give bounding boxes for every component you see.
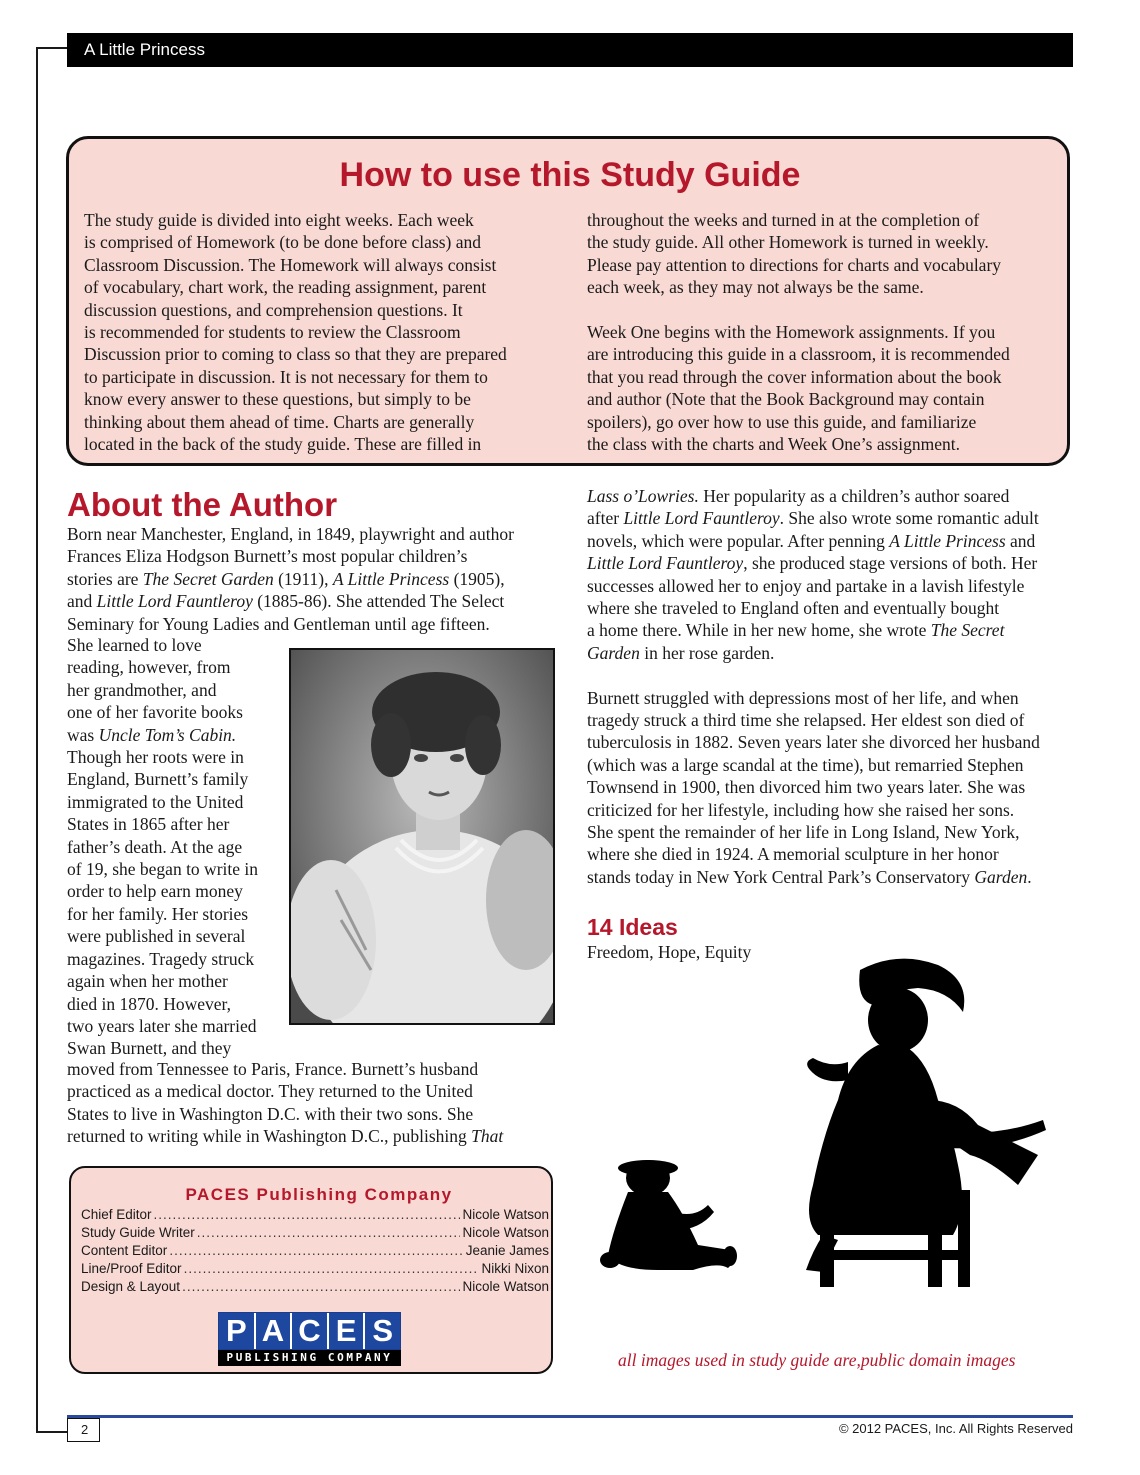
text-line: the study guide. All other Homework is turned in weekly.: [587, 232, 989, 253]
credit-role: Design & Layout: [81, 1279, 181, 1294]
logo-letter: A: [256, 1313, 293, 1349]
logo-letter: S: [365, 1313, 400, 1349]
text-line: Frances Eliza Hodgson Burnett’s most popular children’s: [67, 546, 468, 567]
text-line: Seminary for Young Ladies and Gentleman until age fifteen.: [67, 613, 490, 634]
text-line: where she died in 1924. A memorial sculpture in her honor: [587, 844, 999, 865]
text-line: [587, 664, 1040, 686]
text-line: The study guide is divided into eight weeks. Each week: [84, 210, 474, 230]
study-guide-title: How to use this Study Guide: [339, 156, 801, 194]
text-line: again when her mother: [67, 971, 228, 992]
text-line: Discussion prior to coming to class so that they are prepared: [84, 344, 507, 365]
text-line: novels, which were popular. After penning A Little Princess and: [587, 530, 1036, 551]
credit-row: [81, 1224, 549, 1242]
footer-rule: [67, 1415, 1073, 1418]
text-line: moved from Tennessee to Paris, France. Burnett’s husband: [67, 1059, 479, 1079]
logo-letter: C: [292, 1313, 329, 1349]
text-line: her grandmother, and: [67, 679, 217, 700]
text-line: died in 1870. However,: [67, 993, 232, 1014]
frame-line-top: [36, 47, 68, 49]
text-line: Please pay attention to directions for charts and vocabulary: [587, 254, 1002, 275]
text-line: throughout the weeks and turned in at the completion of: [587, 210, 980, 230]
text-line: Though her roots were in: [67, 747, 244, 768]
page-number: 2: [67, 1418, 100, 1442]
ideas-title: 14 Ideas: [587, 914, 678, 940]
header-bar: [67, 33, 1073, 67]
credit-role: Line/Proof Editor: [81, 1261, 182, 1276]
text-line: returned to writing while in Washington D.C., publishing That: [67, 1126, 504, 1147]
paces-logo: [218, 1312, 401, 1366]
credit-role: Chief Editor: [81, 1207, 152, 1222]
credit-name: Nicole Watson: [462, 1225, 549, 1240]
credit-name: Nicole Watson: [462, 1279, 549, 1294]
text-line: England, Burnett’s family: [67, 769, 249, 790]
text-line: stands today in New York Central Park’s Conservatory Garden.: [587, 866, 1032, 887]
credit-role: Study Guide Writer: [81, 1225, 195, 1240]
children-silhouette-image: [598, 950, 1058, 1290]
frame-line-left: [36, 47, 38, 1433]
study-guide-column-2: [587, 209, 1010, 455]
logo-letters: [218, 1312, 401, 1350]
text-line: spoilers), go over how to use this guide, and familiarize: [587, 411, 977, 432]
about-author-right-column: [587, 485, 1040, 888]
text-line: and Little Lord Fauntleroy (1885-86). She attended The Select: [67, 591, 505, 612]
text-line: stories are The Secret Garden (1911), A Little Princess (1905),: [67, 568, 505, 589]
text-line: of vocabulary, chart work, the reading assignment, parent: [84, 277, 487, 298]
text-line: [587, 299, 1010, 321]
text-line: are introducing this guide in a classroom, it is recommended: [587, 344, 1010, 365]
text-line: Classroom Discussion. The Homework will always consist: [84, 254, 497, 275]
text-line: Burnett struggled with depressions most of her life, and when: [587, 687, 1019, 708]
leader-dots: [184, 1260, 480, 1278]
text-line: one of her favorite books: [67, 702, 243, 723]
credit-name: Nicole Watson: [462, 1207, 549, 1222]
text-line: Born near Manchester, England, in 1849, playwright and author: [67, 524, 514, 544]
girl-on-stool-silhouette: [806, 959, 1046, 1287]
about-author-title: About the Author: [67, 486, 338, 523]
small-child-silhouette: [600, 1160, 737, 1270]
text-line: is recommended for students to review the Classroom: [84, 322, 461, 343]
text-line: reading, however, from: [67, 657, 231, 678]
text-line: (which was a large scandal at the time), but remarried Stephen: [587, 754, 1024, 775]
publisher-credits-title: PACES Publishing Company: [185, 1185, 453, 1204]
text-line: and author (Note that the Book Background may contain: [587, 389, 985, 410]
credit-row: [81, 1242, 549, 1260]
leader-dots: [182, 1278, 460, 1296]
text-line: thinking about them ahead of time. Charts are generally: [84, 411, 475, 432]
text-line: after Little Lord Fauntleroy. She also wrote some romantic adult: [587, 508, 1039, 529]
text-line: States in 1865 after her: [67, 814, 230, 835]
text-line: each week, as they may not always be the same.: [587, 277, 924, 298]
credit-name: Nikki Nixon: [481, 1261, 549, 1276]
text-line: two years later she married: [67, 1015, 257, 1036]
credit-row: [81, 1278, 549, 1296]
text-line: Little Lord Fauntleroy, she produced stage versions of both. Her: [587, 553, 1038, 574]
text-line: States to live in Washington D.C. with their two sons. She: [67, 1103, 474, 1124]
text-line: of 19, she began to write in: [67, 859, 258, 880]
text-line: a home there. While in her new home, she wrote The Secret: [587, 620, 1005, 641]
text-line: order to help earn money: [67, 881, 243, 902]
text-line: for her family. Her stories: [67, 903, 249, 924]
credit-row: [81, 1260, 549, 1278]
logo-subtitle: PUBLISHING COMPANY: [218, 1350, 401, 1366]
text-line: Week One begins with the Homework assignments. If you: [587, 322, 996, 343]
about-author-wrapped-text: [67, 634, 258, 1060]
about-author-continued: [67, 1058, 503, 1148]
about-author-intro: [67, 523, 514, 635]
logo-letter: P: [219, 1313, 256, 1349]
text-line: Garden in her rose garden.: [587, 642, 775, 663]
text-line: Townsend in 1900, then divorced him two years later. She was: [587, 777, 1026, 798]
portrait-illustration: [291, 650, 553, 1023]
text-line: tuberculosis in 1882. Seven years later she divorced her husband: [587, 732, 1040, 753]
text-line: immigrated to the United: [67, 791, 244, 812]
text-line: tragedy struck a third time she relapsed. Her eldest son died of: [587, 710, 1025, 731]
frame-line-bottom: [36, 1431, 68, 1433]
text-line: to participate in discussion. It is not necessary for them to: [84, 366, 488, 387]
text-line: located in the back of the study guide. These are filled in: [84, 434, 482, 455]
text-line: Swan Burnett, and they: [67, 1038, 232, 1059]
copyright-notice: © 2012 PACES, Inc. All Rights Reserved: [838, 1421, 1073, 1436]
logo-letter: E: [329, 1313, 366, 1349]
header-title: A Little Princess: [84, 40, 205, 59]
text-line: discussion questions, and comprehension questions. It: [84, 299, 463, 320]
text-line: the class with the charts and Week One’s assignment.: [587, 434, 960, 455]
text-line: where she traveled to England often and eventually bought: [587, 598, 1000, 619]
text-line: that you read through the cover information about the book: [587, 366, 1002, 387]
images-note: all images used in study guide are,public domain images: [618, 1350, 1016, 1370]
text-line: were published in several: [67, 926, 246, 947]
text-line: practiced as a medical doctor. They returned to the United: [67, 1081, 473, 1102]
text-line: father’s death. At the age: [67, 836, 243, 857]
text-line: know every answer to these questions, but simply to be: [84, 389, 471, 410]
credit-name: Jeanie James: [465, 1243, 549, 1258]
ideas-text: Freedom, Hope, Equity: [587, 942, 752, 962]
text-line: She spent the remainder of her life in Long Island, New York,: [587, 822, 1020, 843]
text-line: criticized for her lifestyle, including how she raised her sons.: [587, 799, 1015, 820]
text-line: She learned to love: [67, 635, 202, 655]
text-line: Lass o’Lowries. Her popularity as a children’s author soared: [587, 486, 1010, 506]
text-line: magazines. Tragedy struck: [67, 948, 255, 969]
text-line: was Uncle Tom’s Cabin.: [67, 724, 237, 745]
leader-dots: [197, 1224, 461, 1242]
author-portrait: [289, 648, 555, 1025]
text-line: is comprised of Homework (to be done before class) and: [84, 232, 482, 253]
credit-role: Content Editor: [81, 1243, 168, 1258]
credit-row: [81, 1206, 549, 1224]
study-guide-column-1: [84, 209, 507, 455]
leader-dots: [169, 1242, 463, 1260]
leader-dots: [154, 1206, 461, 1224]
text-line: successes allowed her to enjoy and partake in a lavish lifestyle: [587, 575, 1025, 596]
